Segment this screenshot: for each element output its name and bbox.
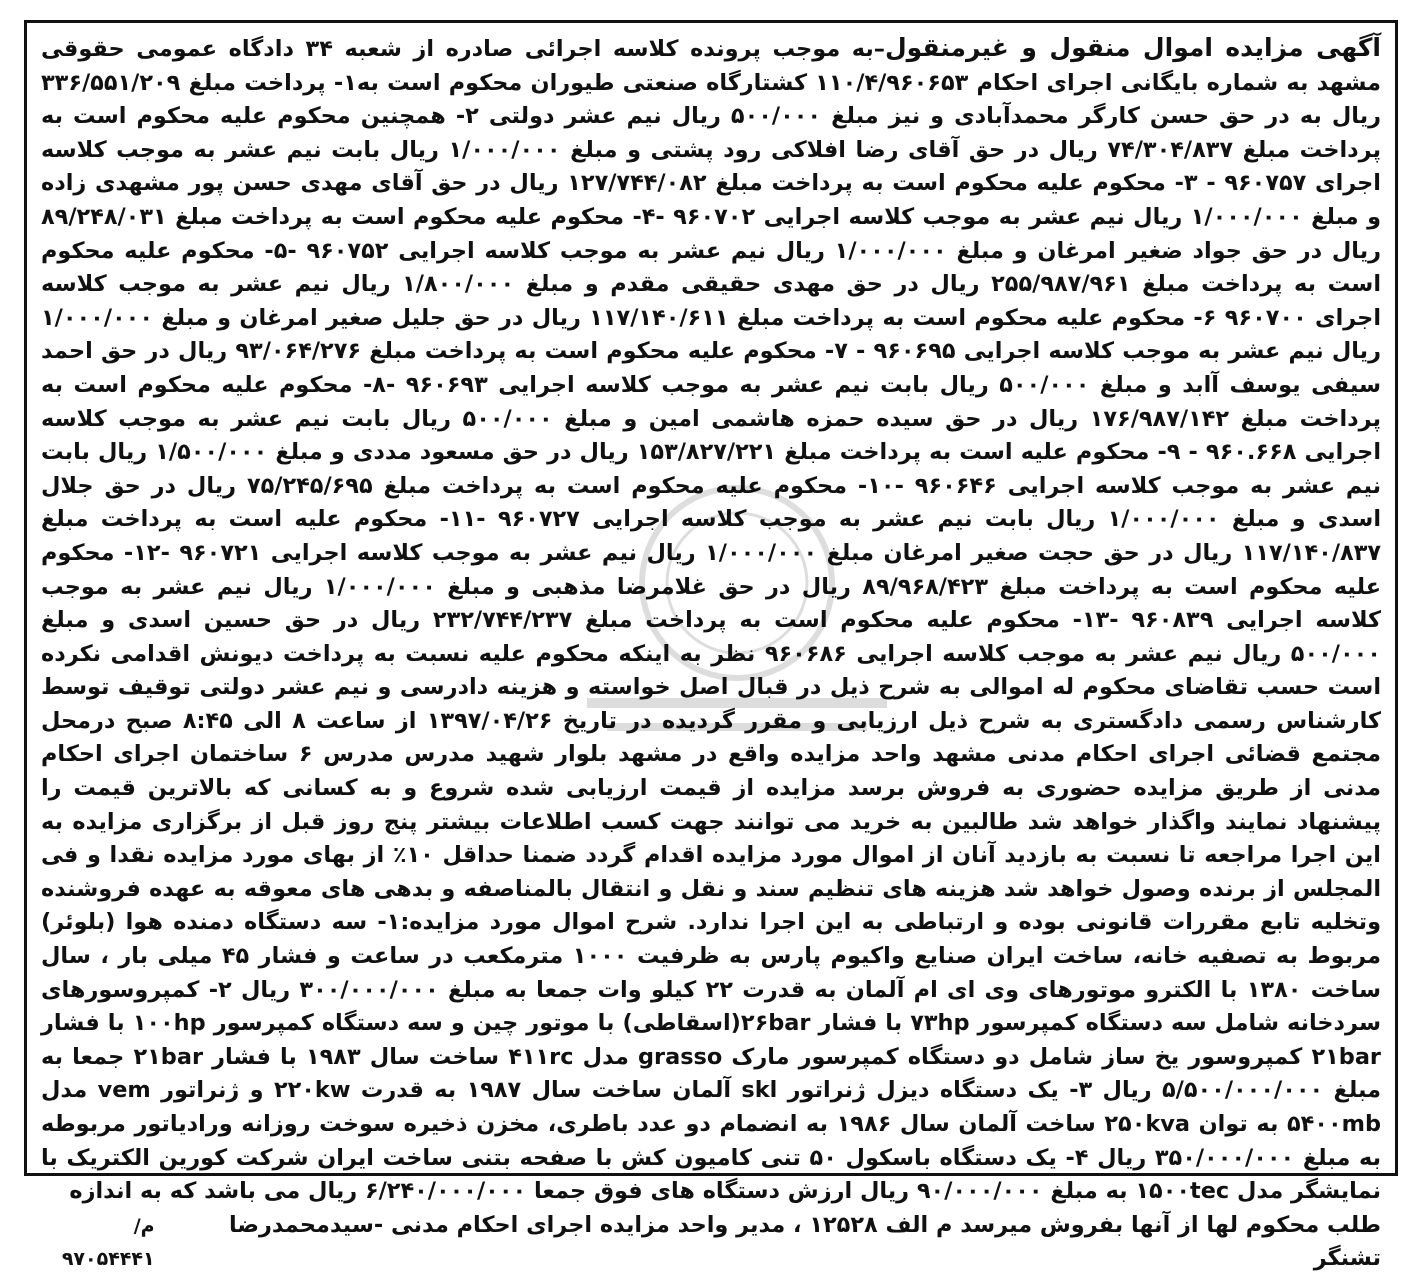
notice-body <box>41 31 1381 1209</box>
notice-footer <box>41 1209 1381 1277</box>
auction-notice <box>24 20 1398 1272</box>
notice-body-text: –به موجب پرونده کلاسه اجرائی صادره از شعبه ۳۴ دادگاه عمومی حقوقی مشهد به شماره بایگانی اجرای احکام ۱۱۰/۴/۹۶۰۶۵۳ کشتارگاه صنعتی طیوران محکوم است به۱- پرداخت مبلغ ۳۳۶/۵۵۱/۲۰۹ ریال به در حق حسن کارگر محمدآبادی و نیز مبلغ ۵۰۰/۰۰۰ ریال نیم عشر دولتی ۲- همچنین محکوم علیه محکوم است به پرداخت مبلغ ۷۴/۳۰۴/۸۳۷ ریال در حق آقای رضا افلاکی رود پشتی و مبلغ ۱/۰۰۰/۰۰۰ ریال بابت نیم عشر به موجب کلاسه اجرای ۹۶۰۷۵۷ - ۳- محکوم علیه محکوم است به پرداخت مبلغ ۱۲۷/۷۴۴/۰۸۲ ریال در حق آقای مهدی حسن پور مشهدی زاده و مبلغ ۱/۰۰۰/۰۰۰ ریال نیم عشر به موجب کلاسه اجرایی ۹۶۰۷۰۲ -۴- محکوم علیه محکوم است به پرداخت مبلغ ۸۹/۲۴۸/۰۳۱ ریال در حق جواد ضغیر امرغان و مبلغ ۱/۰۰۰/۰۰۰ ریال نیم عشر به موجب کلاسه اجرایی ۹۶۰۷۵۲ -۵- محکوم علیه محکوم است به پرداخت مبلغ ۲۵۵/۹۸۷/۹۶۱ ریال در حق مهدی حقیقی مقدم و مبلغ ۱/۸۰۰/۰۰۰ ریال نیم عشر به موجب کلاسه اجرای ۹۶۰۷۰۰ ۶- محکوم علیه محکوم است به پرداخت مبلغ ۱۱۷/۱۴۰/۶۱۱ ریال در حق جلیل صغیر امرغان و مبلغ ۱/۰۰۰/۰۰۰ ریال نیم عشر به موجب کلاسه اجرایی ۹۶۰۶۹۵ - ۷- محکوم علیه محکوم است به پرداخت مبلغ ۹۳/۰۶۴/۲۷۶ ریال در حق احمد سیفی یوسف آابد و مبلغ ۵۰۰/۰۰۰ ریال بابت نیم عشر به موجب کلاسه اجرایی ۹۶۰۶۹۳ -۸- محکوم علیه محکوم است به پرداخت مبلغ ۱۷۶/۹۸۷/۱۴۲ ریال در حق سیده حمزه هاشمی امین و مبلغ ۵۰۰/۰۰۰ ریال بابت نیم عشر به موجب کلاسه اجرایی ۹۶۰.۶۶۸ - ۹- محکوم علیه است به پرداخت مبلغ ۱۵۳/۸۲۷/۲۲۱ ریال در حق مسعود مددی و مبلغ ۱/۵۰۰/۰۰۰ ریال بابت نیم عشر به موجب کلاسه اجرایی ۹۶۰۶۴۶ -۱۰- محکوم علیه محکوم است به پرداخت مبلغ ۷۵/۲۴۵/۶۹۵ ریال در حق جلال اسدی و مبلغ ۱/۰۰۰/۰۰۰ ریال بابت نیم عشر به موجب کلاسه اجرایی ۹۶۰۷۲۷ -۱۱- محکوم علیه است به پرداخت مبلغ ۱۱۷/۱۴۰/۸۳۷ ریال در حق حجت صغیر امرغان مبلغ ۱/۰۰۰/۰۰۰ ریال نیم عشر به موجب کلاسه اجرایی ۹۶۰۷۲۱ -۱۲- محکوم علیه محکوم است به پرداخت مبلغ ۸۹/۹۶۸/۴۲۳ ریال در حق غلامرضا مذهبی و مبلغ ۱/۰۰۰/۰۰۰ ریال نیم عشر به موجب کلاسه اجرایی ۹۶۰۸۳۹ -۱۳- محکوم علیه محکوم است به پرداخت مبلغ ۲۳۲/۷۴۴/۲۳۷ ریال در حق حسین اسدی و مبلغ ۵۰۰/۰۰۰ ریال نیم عشر به موجب کلاسه اجرایی ۹۶۰۶۸۶ نظر به اینکه محکوم علیه نسبت به پرداخت دیونش اقدامی نکرده است حسب تقاضای محکوم له اموالی به شرح ذیل در قبال اصل خواسته و هزینه دادرسی و نیم عشر دولتی توقیف توسط کارشناس رسمی دادگستری به شرح ذیل ارزیابی و مقرر گردیده در تاریخ ۱۳۹۷/۰۴/۲۶ از ساعت ۸ الی ۸:۴۵ صبح درمحل مجتمع قضائی اجرای احکام مدنی مشهد واحد مزایده واقع در مشهد بلوار شهید مدرس مدرس ۶ ساختمان اجرای احکام مدنی از طریق مزایده حضوری به فروش برسد مزایده از قیمت ارزیابی شده شروع و به کسانی که بالاترین قیمت را پیشنهاد نمایند واگذار خواهد شد طالبین به خرید می توانند جهت کسب اطلاعات بیشتر پنج روز قبل از برگزاری مزایده به این اجرا مراجعه تا نسبت به بازدید آنان از اموال مورد مزایده اقدام گردد ضمنا حداقل ۱۰٪ از بهای مورد مزایده نقدا و فی المجلس از برنده وصول خواهد شد هزینه های تنظیم سند و نقل و انتقال بالمناصفه و بدهی های معوقه به عهده فروشنده وتخلیه تابع مقررات قانونی بوده و ارتباطی به این اجرا ندارد. شرح اموال مورد مزایده:۱- سه دستگاه دمنده هوا (بلوئر) مربوط به تصفیه خانه، ساخت ایران صنایع واکیوم پارس به ظرفیت ۱۰۰۰ مترمکعب در ساعت و فشار ۴۵ میلی بار ، سال ساخت ۱۳۸۰ با الکترو موتورهای وی ای ام آلمان به قدرت ۲۲ کیلو وات جمعا به مبلغ ۳۰۰/۰۰۰/۰۰۰ ریال ۲- کمپروسورهای سردخانه شامل سه دستگاه کمپرسور ۷۳hp با فشار ۲۶bar(اسقاطی) با موتور چین و سه دستگاه کمپرسور ۱۰۰hp با فشار ۲۱bar کمپروسور یخ ساز شامل دو دستگاه کمپرسور مارک grasso مدل ۴۱۱rc ساخت سال ۱۹۸۳ با فشار ۲۱bar جمعا به مبلغ ۵/۵۰۰/۰۰۰/۰۰۰ ریال ۳- یک دستگاه دیزل ژنراتور skl آلمان ساخت سال ۱۹۸۷ به قدرت ۲۲۰kw و ژنراتور vem مدل ۵۴۰۰mb به توان ۲۵۰kva ساخت آلمان سال ۱۹۸۶ به انضمام دو عدد باطری، مخزن ذخیره سوخت روزانه ورادیاتور مربوطه به مبلغ ۳۵۰/۰۰۰/۰۰۰ ریال ۴- یک دستگاه باسکول ۵۰ تنی کامیون کش با صفحه بتنی ساخت ایران شرکت کورین الکتریک با نمایشگر مدل ۱۵۰۰tec به مبلغ ۹۰/۰۰۰/۰۰۰ ریال ارزش دستگاه های فوق جمعا ۶/۲۴۰/۰۰۰/۰۰۰ ریال می باشد که به اندازه <box>41 36 1382 1205</box>
ad-code: م/۹۷۰۵۴۴۴۱ <box>61 1214 155 1271</box>
notice-closing-line: طلب محکوم لها از آنها بفروش میرسد م الف ۱۲۵۲۸ ، مدیر واحد مزایده اجرای احکام مدنی -سیدمحمدرضا تشنگر <box>228 1211 1381 1272</box>
notice-headline: آگهی مزایده اموال منقول و غیرمنقول <box>884 33 1381 62</box>
